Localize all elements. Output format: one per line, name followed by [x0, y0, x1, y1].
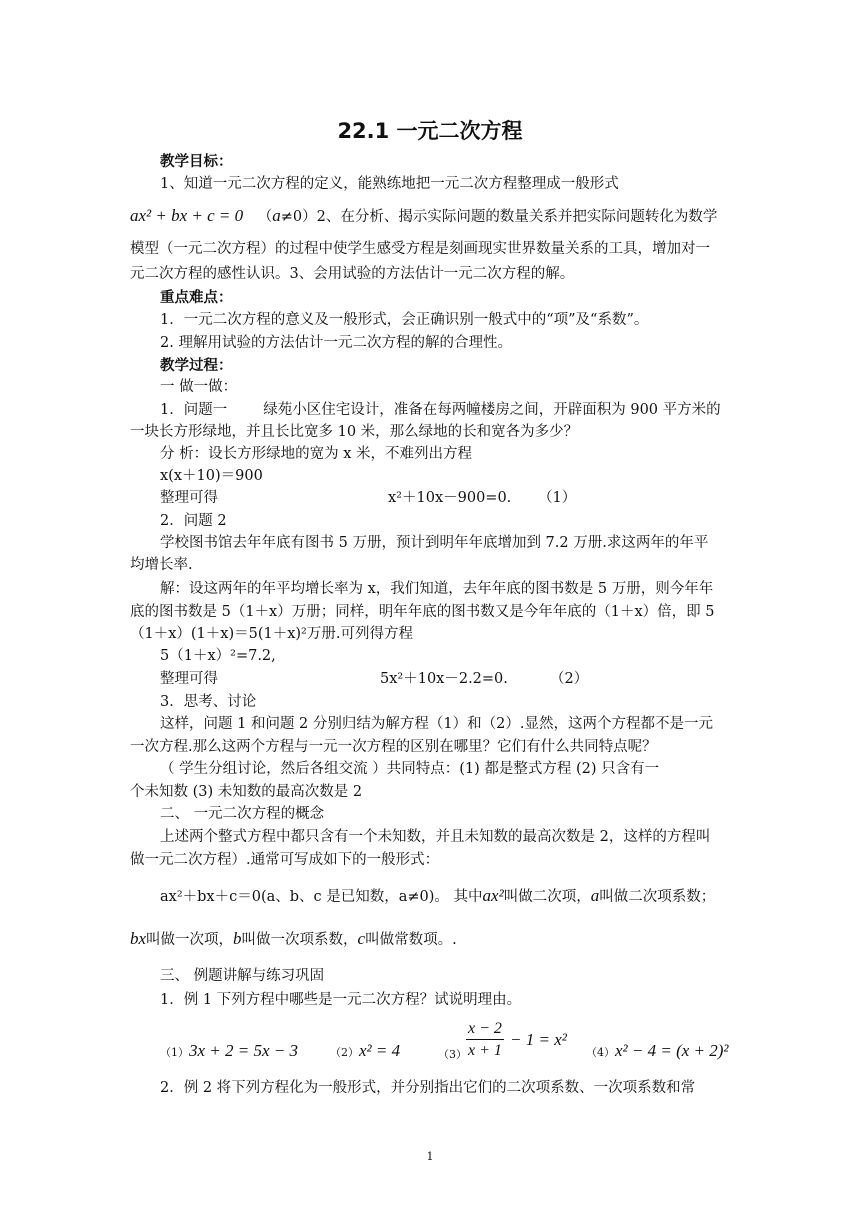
example-1-item-2: （2）x² = 4 [330, 1041, 401, 1060]
concept-line-1: 上述两个整式方程中都只含有一个未知数，并且未知数的最高次数是 2，这样的方程叫 [160, 829, 711, 845]
question-1-line-2: 一块长方形绿地，并且长比宽多 10 米，那么绿地的长和宽各为多少？ [130, 424, 579, 440]
general-form-line: ax²＋bx＋c＝0(a、b、c 是已知数，a≠0)。 其中ax²叫做二次项，a叫做二次项系数； [160, 886, 716, 905]
section-3: 三、 例题讲解与练习巩固 [160, 968, 325, 984]
concept-line-2: 做一元二次方程）.通常可写成如下的一般形式： [130, 852, 440, 868]
think-line-2: 一次方程.那么这两个方程与一元一次方程的区别在哪里？它们有什么共同特点呢？ [130, 739, 657, 755]
equation-raw-1: x(x＋10)＝900 [160, 468, 263, 484]
solution-line-3: （1＋x）(1＋x)＝5(1＋x)²万册.可列得方程 [130, 626, 413, 642]
think-line-1: 这样，问题 1 和问题 2 分别归结为解方程（1）和（2）.显然，这两个方程都不是一元 [160, 716, 713, 732]
fraction: $\frac{x - 2}{x + 1}$ [468, 1020, 502, 1059]
key-1: 1．一元二次方程的意义及一般形式，会正确识别一般式中的“项”及“系数”。 [160, 312, 649, 328]
formula-general: ax² + bx + c = 0 [130, 206, 244, 225]
question-1: 1．问题一 绿苑小区住宅设计，准备在每两幢楼房之间，开辟面积为 900 平方米的 [160, 402, 721, 418]
example-1-item-3: （3） $\frac{x - 2}{x + 1}$ − 1 = x² [438, 1020, 567, 1061]
arrange-1: 整理可得 x²＋10x－900=0. （1） [160, 490, 577, 506]
question-2-line-2: 均增长率. [130, 557, 193, 573]
goal-1: 1、知道一元二次方程的定义，能熟练地把一元二次方程整理成一般形式 [160, 176, 619, 192]
think-line-3: （ 学生分组讨论，然后各组交流 ）共同特点：(1) 都是整式方程 (2) 只含有一 [160, 761, 660, 777]
general-form-line-2: bx叫做一次项，b叫做一次项系数，c叫做常数项。. [130, 929, 457, 948]
example-2: 2．例 2 将下列方程化为一般形式，并分别指出它们的二次项系数、一次项系数和常 [160, 1080, 696, 1096]
arrange-2: 整理可得 5x²＋10x－2.2=0. （2） [160, 671, 589, 687]
page-title: 22.1 一元二次方程 [337, 119, 523, 143]
question-2-label: 2．问题 2 [160, 513, 227, 529]
example-1-item-1: （1）3x + 2 = 5x − 3 [160, 1041, 299, 1060]
key-heading: 重点难点： [160, 289, 233, 306]
analysis: 分 析：设长方形绿地的宽为 x 米，不难列出方程 [160, 446, 473, 462]
solution-line-2: 底的图书数是 5（1＋x）万册；同样，明年年底的图书数又是今年年底的（1＋x）倍，即 5 [130, 604, 715, 620]
solution-line-1: 解：设这两年的年平均增长率为 x，我们知道，去年年底的图书数是 5 万册，则今年年 [160, 581, 714, 597]
page-number: 1 [426, 1150, 434, 1163]
goals-heading: 教学目标： [160, 153, 233, 170]
key-2: 2. 理解用试验的方法估计一元二次方程的解的合理性。 [160, 335, 512, 351]
process-heading: 教学过程： [160, 357, 233, 374]
goal-line-4: 元二次方程的感性认识。3、会用试验的方法估计一元二次方程的解。 [130, 266, 575, 282]
example-1: 1．例 1 下列方程中哪些是一元二次方程？试说明理由。 [160, 992, 522, 1008]
think-line-4: 个未知数 (3) 未知数的最高次数是 2 [130, 784, 363, 800]
goal-line-2: ax² + bx + c = 0 （a≠0）2、在分析、揭示实际问题的数量关系并把实际问题转化为数学 [130, 206, 718, 225]
equation-raw-2: 5（1＋x）²=7.2, [160, 648, 276, 664]
think-label: 3．思考、讨论 [160, 694, 257, 710]
question-2-line-1: 学校图书馆去年年底有图书 5 万册，预计到明年年底增加到 7.2 万册.求这两年的年平 [160, 535, 709, 551]
section-1: 一 做一做： [160, 379, 238, 395]
example-1-item-4: （4）x² − 4 = (x + 2)² [586, 1041, 729, 1060]
goal-line-3: 模型（一元二次方程）的过程中使学生感受方程是刻画现实世界数量关系的工具，增加对一 [130, 241, 710, 257]
section-2: 二、 一元二次方程的概念 [160, 806, 325, 822]
